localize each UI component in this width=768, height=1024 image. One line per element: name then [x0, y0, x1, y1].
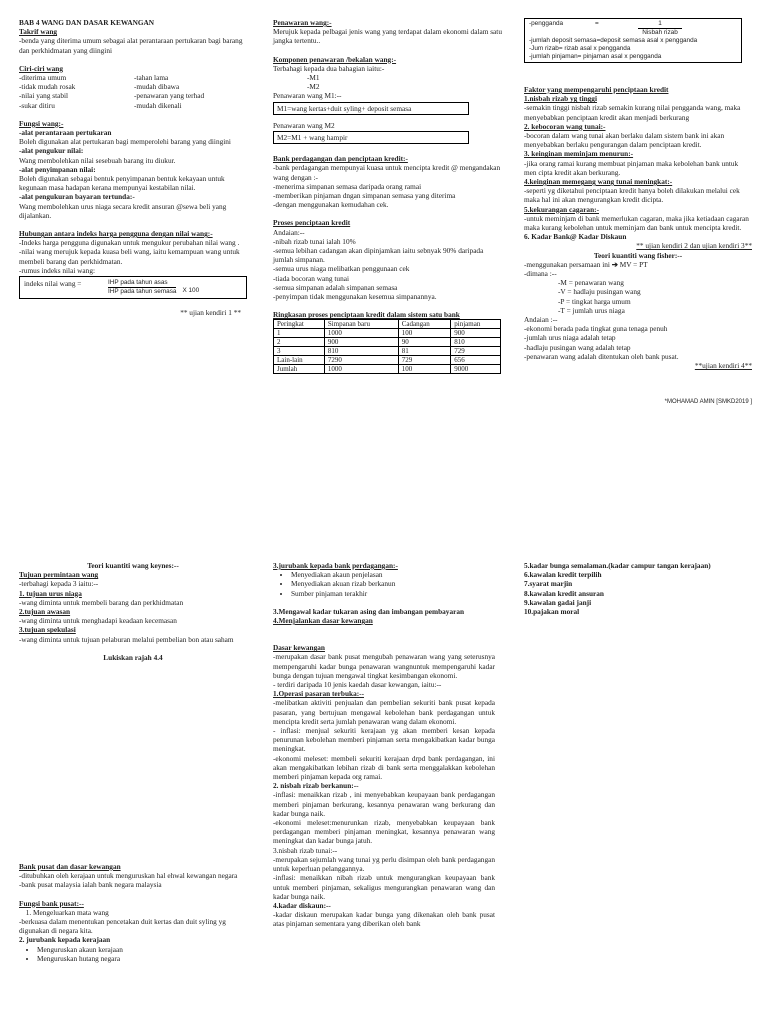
- fisher-andaian-heading: Andaian :--: [524, 315, 558, 325]
- kaedah-item: 6.kawalan kredit terpilih: [524, 570, 602, 580]
- heading-proses: Proses penciptaan kredit: [273, 218, 351, 228]
- pengganda-equals: =: [595, 20, 599, 27]
- ciri-item: -tahan lama: [134, 73, 169, 83]
- table-header-row: [274, 320, 501, 329]
- table-cell: 90: [398, 338, 451, 347]
- fisher-text: -menggunakan persamaan ini: [524, 259, 610, 269]
- list-item: • Menyediakan akaun penjelasan: [291, 570, 495, 579]
- pengganda-formula: [529, 20, 737, 37]
- text-komponen: Terbahagi kepada dua bahagian iaitu:-: [273, 63, 385, 73]
- heading-jurubank: 3.jurubank kepada bank perdagangan:-: [273, 561, 398, 570]
- heading-dasar-kewangan-fungsi: 4.Menjalankan dasar kewangan: [273, 616, 373, 626]
- kerajaan-list: [19, 945, 247, 963]
- nisbah-tunai-heading: 3.nisbah rizab tunai:--: [273, 845, 338, 855]
- proses-item: -semua lebihan cadangan akan dipinjamkan iaitu sebnyak 90% daripada jumlah simpanan.: [273, 246, 484, 265]
- fungsi-bank-pusat-list: [19, 908, 247, 917]
- fisher-andaian-item: -hadlaju pusingan wang adalah tetap: [524, 342, 631, 352]
- tujuan-1-text: -wang diminta untuk membeli barang dan perkhidmatan: [19, 597, 184, 607]
- fisher-equation: MV = PT: [619, 259, 648, 269]
- formula-denominator: IHP pada tahun semasa: [108, 288, 177, 296]
- dasar-text-1: -merupakan dasar bank pusat mengubah penawaran wang yang seterusnya mempengaruhi kadar bunga penawaran wangnuntuk mempengaruhi kadar bunga dengan tujuan mengawal tingkat kesimbangan ekonomi.: [273, 652, 495, 680]
- nisbah-berkanun-text-2: -ekonomi meleset:menurunkan rizab, menyebabkan keupayaan bank perdagangan memberi pinjaman meningkat, kesannya penawaran wang meningkat dan kadar bunga jatuh.: [273, 818, 495, 846]
- fungsi-3-text: Boleh digunakan sebagai bentuk penyimpanan bentuk kekayaan untuk kegunaan masa hadapan kerana mempunyai kestabilan nilai.: [19, 174, 225, 193]
- ciri-item: -mudah dibawa: [134, 82, 180, 92]
- bank-item: -bank perdagangan mempunyai kuasa untuk mencipta kredit @ mengandakan wang dengan :-: [273, 163, 501, 182]
- pengganda-label: -pengganda: [529, 20, 564, 27]
- dasar-text-2: - terdiri daripada 10 jenis kaedah dasar kewangan, iaitu:--: [273, 680, 442, 690]
- bank-pusat-text-2: -bank pusat malaysia ialah bank negara malaysia: [19, 880, 162, 890]
- faktor-2-heading: 2. kebocoran wang tunai:-: [524, 121, 606, 131]
- kaedah-item: 8.kawalan kredit ansuran: [524, 588, 604, 598]
- table-header-cell: Simpanan baru: [324, 320, 398, 329]
- arrow-right-icon: ➔: [611, 259, 618, 269]
- fisher-andaian-item: -ekonomi berada pada tingkat guna tenaga penuh: [524, 324, 668, 334]
- faktor-3-text: -jika orang ramai kurang membuat pinjaman maka kebolehan bank untuk men cipta kredit akan berkurang.: [524, 158, 739, 177]
- operasi-heading: 1.Operasi pasaran terbuka:--: [273, 689, 365, 699]
- formula-label: indeks nilai wang =: [24, 279, 82, 289]
- kadar-diskaun-text: -kadar diskaun merupakan kadar bunga yang dikenakan oleh bank pusat atas pinjaman sementara yang diberikan oleh bank: [273, 910, 495, 929]
- table-cell: 1000: [324, 329, 398, 338]
- hubungan-text-1: -Indeks harga pengguna digunakan untuk mengukur perubahan nilai wang .: [19, 238, 240, 248]
- bank-item: -dengan menggunakan kemudahan cek.: [273, 200, 389, 210]
- tujuan-1-heading: 1. tujuan urus niaga: [19, 588, 82, 598]
- formula-fraction: [108, 279, 176, 296]
- operasi-text-2: - inflasi: menjual sekuriti kerajaan yg akan memberi kesan kepada penurunan kebolehan memberi pinjaman serta mengakibatkan kadar bunga meningkat.: [273, 726, 495, 754]
- table-cell: 1: [274, 329, 325, 338]
- author-credit: *MOHAMAD AMIN [SMKD2019 ]: [664, 399, 752, 406]
- proses-item: -semua simpanan adalah simpanan semasa: [273, 282, 398, 292]
- fisher-andaian-item: -jumlah urus niaga adalah tetap: [524, 333, 616, 343]
- ciri-item: -mudah dikenali: [134, 100, 182, 110]
- ciri-item: -sukar ditiru: [19, 100, 55, 110]
- ciri-list: [19, 73, 249, 110]
- tujuan-text: -terbahagi kepada 3 iaitu:--: [19, 579, 99, 589]
- table-row: [274, 329, 501, 338]
- heading-penawaran: Penawaran wang:-: [273, 18, 332, 27]
- formula-multiplier: X 100: [182, 287, 200, 295]
- lukisan-rajah: Lukiskan rajah 4.4: [103, 652, 163, 662]
- faktor-4-heading: 4.keinginan memegang wang tunai meningkat:-: [524, 177, 673, 187]
- list-item: • Menyediakan akuan rizab berkanun: [291, 579, 495, 588]
- tujuan-2-text: -wang diminta untuk menghadapi keadaan kecemasan: [19, 616, 177, 626]
- ujian-kendiri-2-3: ** ujian kendiri 2 dan ujian kendiri 3**: [636, 241, 752, 251]
- list-item: • Menguruskan akaun kerajaan: [37, 945, 247, 954]
- fungsi-bank-pusat-item-1: 1. Mengeluarkan mata wang: [33, 908, 247, 917]
- table-cell: 100: [398, 329, 451, 338]
- heading-keynes: Teori kuantiti wang keynes:--: [87, 561, 179, 570]
- pengganda-fraction: [625, 20, 695, 37]
- table-cell: Lain-lain: [274, 356, 325, 365]
- heading-tujuan: Tujuan permintaan wang: [19, 570, 99, 580]
- faktor-4-text: -seperti yg diketahui penciptaan kredit hanya boleh dilakukan melalui cek maka hal ini akan mengurangkan kredit dicipta.: [524, 186, 740, 205]
- kaedah-item: 7.syarat marjin: [524, 579, 573, 589]
- nisbah-berkanun-text-1: -inflasi: menaikkan rizab , ini menyebabkan keupayaan bank perdagangan memberi pinjaman berkurang, kesannya penawaran wang berkurang dan kadar bunga naik.: [273, 790, 495, 818]
- fisher-dimana: -dimana :--: [524, 269, 557, 279]
- table-cell: 100: [398, 365, 451, 374]
- heading-ringkasan: Ringkasan proses penciptaan kredit dalam sistem satu bank: [273, 310, 460, 320]
- table-cell: 7290: [324, 356, 398, 365]
- pengganda-line: -jumlah deposit semasa=deposit semasa asal x pengganda: [529, 37, 698, 44]
- ciri-item: -diterima umum: [19, 73, 67, 83]
- bank-item: -menerima simpanan semasa daripada orang ramai: [273, 181, 422, 191]
- bank-pusat-text-1: -ditubuhkan oleh kerajaan untuk menguruskan hal ehwal kewangan negara: [19, 871, 238, 881]
- tujuan-3-text: -wang diminta untuk tujuan pelaburan melalui pembelian bon atau saham: [19, 634, 234, 644]
- fungsi-1-heading: -alat perantaraan pertukaran: [19, 128, 112, 138]
- fungsi-4-text: Wang membolehkan urus niaga secara kredit ansuran @sewa beli yang dijalankan.: [19, 201, 227, 220]
- faktor-3-heading: 3. keinginan meminjam menurun:-: [524, 149, 634, 159]
- pengganda-line: -jumlah pinjaman= pinjaman asal x pengganda: [529, 53, 662, 60]
- kaedah-item: 5.kadar bunga semalaman.(kadar campur tangan kerajaan): [524, 561, 711, 570]
- table-row: [274, 365, 501, 374]
- text-takrif: -benda yang diterima umum sebagai alat perantaraan pertukaran bagi barang dan perkhidmatan yang diingini: [19, 36, 243, 55]
- fungsi-2-heading: -alat pengukur nilai:: [19, 146, 84, 156]
- credit-table: [273, 319, 501, 374]
- faktor-2-text: -bocoran dalam wang tunai akan berlaku dalam sistem bank ini akan menyebabkan berlaku pengurangan dalam penciptaan kredit.: [524, 131, 725, 150]
- faktor-1-text: -semakin tinggi nisbah rizab semakin kurang nilai pengganda wang, maka menyebabkan penciptaan kredit akan menjadi berkurang: [524, 103, 741, 122]
- fisher-andaian-item: -penawaran wang adalah ditentukan oleh bank pusat.: [524, 351, 679, 361]
- table-cell: 810: [324, 347, 398, 356]
- faktor-5-heading: 5.kekurangan cagaran:-: [524, 204, 599, 214]
- pengganda-denominator: Nisbah rizab: [638, 28, 682, 37]
- heading-bank-pusat: Bank pusat dan dasar kewangan: [19, 862, 121, 872]
- heading-fisher: Teori kuantiti wang fisher:--: [593, 250, 683, 260]
- ujian-kendiri-1: ** ujian kendiri 1 **: [180, 308, 241, 318]
- formula-box-indeks: [19, 276, 247, 299]
- text-penawaran: Merujuk kepada pelbagai jenis wang yang terdapat dalam ekonomi dalam satu jangka tertentu..: [273, 27, 502, 46]
- table-cell: 900: [324, 338, 398, 347]
- heading-komponen: Komponen penawaran /bekalan wang:-: [273, 54, 397, 64]
- table-header-cell: pinjaman: [451, 320, 501, 329]
- table-cell: 3: [274, 347, 325, 356]
- table-cell: Jumlah: [274, 365, 325, 374]
- hubungan-text-3: -rumus indeks nilai wang:: [19, 265, 95, 275]
- fisher-variable: -M = penawaran wang: [558, 278, 624, 288]
- heading-fungsi-bank-pusat: Fungsi bank pusat:--: [19, 898, 84, 908]
- pengganda-numerator: 1: [658, 20, 662, 27]
- fisher-variable: -P = tingkat harga umum: [558, 296, 631, 306]
- proses-item: Andaian:--: [273, 227, 305, 237]
- tujuan-2-heading: 2.tujuan awasan: [19, 607, 71, 617]
- heading-hubungan: Hubungan antara indeks harga pengguna dengan nilai wang:-: [19, 229, 213, 239]
- ciri-item: -nilai yang stabil: [19, 91, 69, 101]
- table-row: [274, 347, 501, 356]
- formula-box-m2: M2=M1 + wang hampir: [273, 131, 469, 144]
- heading-faktor: Faktor yang mempengaruhi penciptaan kredit: [524, 85, 669, 94]
- kaedah-item: 10.pajakan moral: [524, 607, 580, 617]
- hubungan-text-2: -nilai wang merujuk kepada kuasa beli wang, iaitu kemampuan wang untuk membeli barang dan perkhidmatan.: [19, 247, 240, 266]
- table-cell: 729: [398, 356, 451, 365]
- proses-item: -tiada bocoran wang tunai: [273, 273, 349, 283]
- faktor-6-heading: 6. Kadar Bank@ Kadar Diskaun: [524, 232, 627, 242]
- fungsi-bank-pusat-1-text: -berkuasa dalam menentukan pencetakan duit kertas dan duit syling yg digunakan di negara kita.: [19, 917, 226, 936]
- table-cell: 900: [451, 329, 501, 338]
- table-row: [274, 356, 501, 365]
- heading-fungsi: Fungsi wang:-: [19, 118, 64, 128]
- faktor-1-heading: 1.nisbah rizab yg tinggi: [524, 94, 597, 104]
- table-cell: 81: [398, 347, 451, 356]
- table-cell: 2: [274, 338, 325, 347]
- ciri-item: -penawaran yang terhad: [134, 91, 205, 101]
- table-cell: 729: [451, 347, 501, 356]
- operasi-text-3: -ekonomi meleset: membeli sekuriti kerajaan drpd bank perdagangan, ini akan mengakibatkan lebihan rizab di bank serta menggalakkan kebolehan memberi pinjaman kepada org ramai.: [273, 753, 495, 782]
- pengganda-line: -Jum rizab= rizab asal x pengganda: [529, 45, 631, 52]
- p2-column-2: [273, 561, 495, 929]
- heading-kadar-tukaran: 3.Mengawal kadar tukaran asing dan imbangan pembayaran: [273, 606, 465, 616]
- fungsi-4-heading: -alat pengukuran bayaran tertunda:-: [19, 192, 135, 202]
- list-item: • Sumber pinjaman terakhir: [291, 589, 495, 598]
- fungsi-1-text: Boleh digunakan alat pertukaran bagi memperolehi barang yang diingini: [19, 137, 231, 147]
- fisher-persamaan: [524, 260, 752, 269]
- heading-ciri: Ciri-ciri wang: [19, 63, 63, 73]
- heading-takrif: Takrif wang: [19, 27, 58, 37]
- p1-column-2: [273, 18, 503, 374]
- fungsi-2-text: Wang membolehkan nilai sesebuah barang itu diukur.: [19, 155, 176, 165]
- ujian-kendiri-4: **ujian kendiri 4**: [694, 361, 752, 371]
- heading-m1: Penawaran wang M1:--: [273, 91, 342, 101]
- fisher-variable: -T = jumlah urus niaga: [558, 305, 625, 315]
- fisher-variable: -V = hadlaju pusingan wang: [558, 287, 641, 297]
- table-cell: 810: [451, 338, 501, 347]
- table-cell: 656: [451, 356, 501, 365]
- proses-item: -penyimpan tidak menggunakan kesemua simpanannya.: [273, 292, 437, 302]
- komponen-m2: -M2: [307, 82, 320, 92]
- proses-item: -semua urus niaga melibatkan penggunaan cek: [273, 264, 410, 274]
- formula-numerator: IHP pada tahun asas: [108, 279, 168, 287]
- fungsi-3-heading: -alat penyimpanan nilai:: [19, 164, 96, 174]
- table-header-cell: Cadangan: [398, 320, 451, 329]
- fungsi-bank-pusat-2-heading: 2. jurubank kepada kerajaan: [19, 935, 111, 945]
- nisbah-tunai-text-2: -inflasi: menaikkan nibah rizab untuk mengurangkan keupayaan bank untuk memberi pinjaman, sekaligus mengurangkan penawaran wang dan kadar bunga naik.: [273, 873, 495, 901]
- list-item: • Menguruskan hutang negara: [37, 954, 247, 963]
- table-row: [274, 338, 501, 347]
- ciri-item: -tidak mudah rosak: [19, 82, 76, 92]
- formula-box-pengganda: [524, 18, 742, 63]
- table-cell: 9000: [451, 365, 501, 374]
- heading-dasar-kewangan: Dasar kewangan: [273, 643, 325, 653]
- operasi-text-1: -melibatkan aktiviti penjualan dan pembelian sekuriti bank pusat kepada pasaran, yang bertujuan mengawal kebolehan bank perdagangan untuk mencipta kredit serta jumlah penawaran wang dalam ekonomi.: [273, 698, 495, 726]
- p1-column-3: [524, 18, 752, 406]
- table-header-cell: Peringkat: [274, 320, 325, 329]
- proses-item: -nibah rizab tunai ialah 10%: [273, 236, 356, 246]
- formula-box-m1: M1=wang kertas+duit syling+ deposit semasa: [273, 102, 469, 115]
- faktor-5-text: -untuk meminjam di bank memerlukan cagaran, maka jika ketiadaan cagaran maka kurang kebolehan untuk meminjam dan bank untuk mencipta kredit.: [524, 213, 749, 233]
- diagram-space: [19, 662, 247, 862]
- heading-bank-perdagangan: Bank perdagangan dan penciptaan kredit:-: [273, 154, 408, 164]
- kaedah-item: 9.kawalan gadai janji: [524, 597, 592, 607]
- jurubank-list: [273, 570, 495, 598]
- p2-column-3: [524, 561, 752, 616]
- bank-item: -memberikan pinjaman dngan simpanan semasa yang diterima: [273, 191, 456, 201]
- tujuan-3-heading: 3.tujuan spekulasi: [19, 625, 76, 635]
- komponen-m1: -M1: [307, 73, 320, 83]
- nisbah-tunai-text-1: -merupakan sejumlah wang tunai yg perlu disimpan oleh bank perdagangan untuk keperluan pelanggannya.: [273, 854, 495, 874]
- nisbah-berkanun-heading: 2. nisbah rizab berkanun:--: [273, 781, 359, 791]
- table-cell: 1000: [324, 365, 398, 374]
- p1-column-1: [19, 18, 249, 317]
- chapter-title: BAB 4 WANG DAN DASAR KEWANGAN: [19, 18, 155, 27]
- p2-column-1: [19, 561, 247, 963]
- kadar-diskaun-heading: 4.kadar diskaun:--: [273, 900, 331, 910]
- heading-m2: Penawaran wang M2: [273, 120, 335, 130]
